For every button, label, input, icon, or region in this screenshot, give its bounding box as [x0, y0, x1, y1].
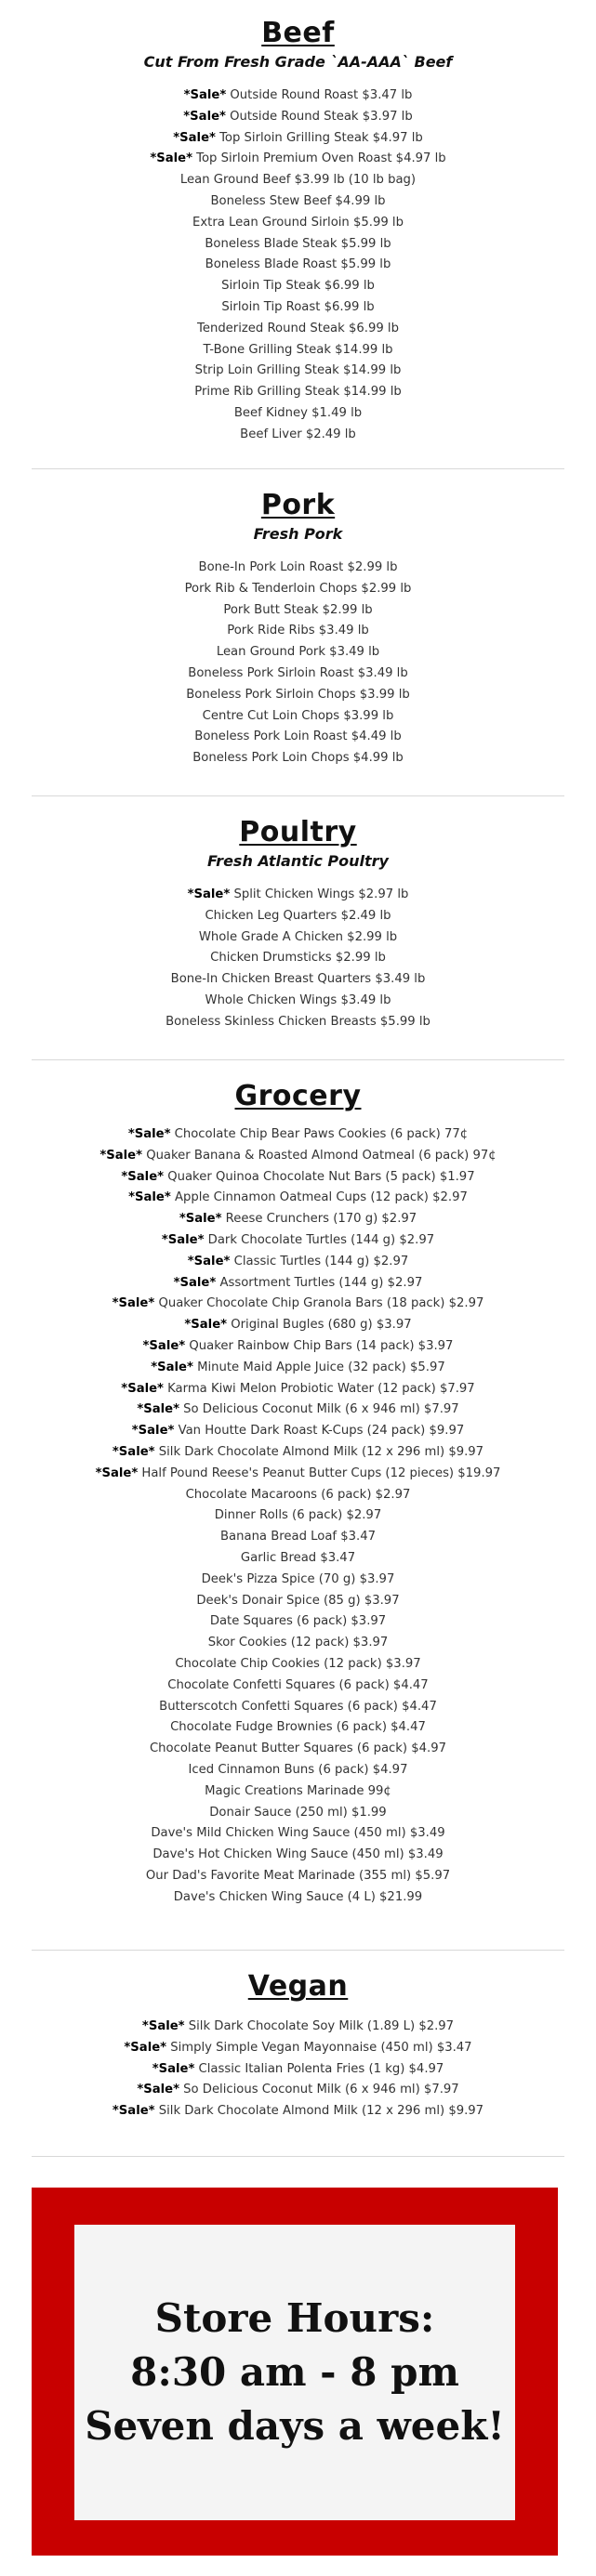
store-hours-days: Seven days a week! [85, 2403, 505, 2449]
item-text: Classic Turtles (144 g) $2.97 [230, 1254, 409, 1268]
item-text: Dinner Rolls (6 pack) $2.97 [214, 1508, 382, 1523]
item-text: Original Bugles (680 g) $3.97 [227, 1318, 412, 1333]
item-text: Minute Maid Apple Juice (32 pack) $5.97 [192, 1360, 445, 1374]
item-text: Deek's Pizza Spice (70 g) $3.97 [201, 1571, 395, 1586]
item-text: Centre Cut Loin Chops $3.99 lb [202, 708, 394, 723]
item-text: Reese Crunchers (170 g) $2.97 [221, 1212, 417, 1227]
poultry-section [0, 814, 596, 1033]
item-text: Boneless Pork Loin Roast $4.49 lb [194, 729, 402, 744]
list-item [0, 1124, 596, 1146]
grocery-list [0, 1124, 596, 1908]
divider [32, 468, 564, 469]
list-item [0, 1442, 596, 1464]
sale-tag: *Sale* [152, 2061, 195, 2076]
list-item [0, 1823, 596, 1845]
list-item [0, 2080, 596, 2101]
list-item [0, 2017, 596, 2038]
list-item [0, 1739, 596, 1760]
list-item [0, 1252, 596, 1273]
item-text: Boneless Pork Sirloin Chops $3.99 lb [186, 687, 410, 702]
item-text: So Delicious Coconut Milk (6 x 946 ml) $7.97 [179, 2083, 459, 2097]
item-text: Garlic Bread $3.47 [240, 1550, 356, 1565]
list-item [0, 1012, 596, 1033]
list-item [0, 85, 596, 107]
list-item [0, 361, 596, 382]
item-text: Lean Ground Beef $3.99 lb (10 lb bag) [179, 173, 417, 188]
list-item [0, 1866, 596, 1887]
item-text: Pork Rib & Tenderloin Chops $2.99 lb [184, 581, 412, 596]
item-text: Extra Lean Ground Sirloin $5.99 lb [192, 215, 404, 230]
list-item [0, 1273, 596, 1295]
item-text: Outside Round Steak $3.97 lb [225, 109, 413, 124]
sale-tag: *Sale* [142, 1338, 186, 1353]
divider [32, 795, 564, 796]
grocery-section [0, 1078, 596, 1908]
item-text: Top Sirloin Grilling Steak $4.97 lb [215, 130, 423, 145]
item-text: Boneless Stew Beef $4.99 lb [210, 193, 386, 208]
item-text: Van Houtte Dark Roast K-Cups (24 pack) $9.97 [174, 1424, 465, 1439]
list-item [0, 1697, 596, 1718]
sale-tag: *Sale* [124, 2040, 167, 2055]
beef-list [0, 85, 596, 446]
item-text: Dave's Hot Chicken Wing Sauce (450 ml) $3.49 [152, 1847, 444, 1862]
list-item [0, 170, 596, 191]
item-text: Quaker Chocolate Chip Granola Bars (18 pack) $2.97 [154, 1296, 484, 1311]
item-text: Silk Dark Chocolate Almond Milk (12 x 296 ml) $9.97 [154, 1444, 484, 1459]
divider [32, 1950, 564, 1951]
item-text: Apple Cinnamon Oatmeal Cups (12 pack) $2.97 [170, 1190, 468, 1205]
list-item [0, 340, 596, 361]
item-text: Magic Creations Marinade 99¢ [205, 1783, 391, 1798]
item-text: Bone-In Pork Loin Roast $2.99 lb [198, 560, 398, 574]
list-item [0, 382, 596, 403]
list-item [0, 1167, 596, 1189]
item-text: Date Squares (6 pack) $3.97 [209, 1614, 387, 1629]
list-item [0, 1845, 596, 1866]
list-item [0, 1485, 596, 1506]
item-text: Half Pound Reese's Peanut Butter Cups (12 pieces) $19.97 [138, 1465, 501, 1480]
divider [32, 1059, 564, 1060]
list-item [0, 1421, 596, 1442]
item-text: Whole Chicken Wings $3.49 lb [205, 992, 391, 1007]
sale-tag: *Sale* [121, 1381, 164, 1396]
item-text: Chicken Leg Quarters $2.49 lb [205, 908, 391, 923]
item-text: Chocolate Chip Bear Paws Cookies (6 pack) 77¢ [170, 1127, 469, 1141]
sale-tag: *Sale* [151, 1360, 193, 1374]
item-text: Our Dad's Favorite Meat Marinade (355 ml) $5.97 [145, 1868, 451, 1883]
list-item [0, 621, 596, 642]
list-item [0, 948, 596, 969]
list-item [0, 969, 596, 991]
grocery-title: Grocery [234, 1080, 362, 1112]
list-item [0, 1717, 596, 1739]
list-item [0, 297, 596, 319]
list-item [0, 191, 596, 213]
list-item [0, 1358, 596, 1379]
list-item [0, 685, 596, 706]
list-item [0, 2101, 596, 2123]
sale-tag: *Sale* [187, 1254, 231, 1268]
list-item [0, 727, 596, 748]
list-item [0, 2059, 596, 2081]
item-text: Bone-In Chicken Breast Quarters $3.49 lb [170, 972, 426, 987]
list-item [0, 149, 596, 170]
sale-tag: *Sale* [131, 1424, 175, 1439]
item-text: Boneless Blade Steak $5.99 lb [205, 236, 391, 251]
list-item [0, 927, 596, 949]
beef-title: Beef [261, 17, 335, 49]
item-text: Beef Liver $2.49 lb [240, 427, 356, 441]
list-item [0, 1188, 596, 1209]
item-text: Deek's Donair Spice (85 g) $3.97 [196, 1593, 400, 1608]
list-item [0, 1209, 596, 1230]
list-item [0, 403, 596, 425]
item-text: Karma Kiwi Melon Probiotic Water (12 pack) $7.97 [163, 1381, 475, 1396]
list-item [0, 1760, 596, 1781]
list-item [0, 1654, 596, 1676]
item-text: Butterscotch Confetti Squares (6 pack) $4.47 [159, 1699, 437, 1714]
list-item [0, 1400, 596, 1421]
store-hours-panel [74, 2225, 515, 2520]
list-item [0, 642, 596, 664]
item-text: Dave's Mild Chicken Wing Sauce (450 ml) $3.49 [151, 1826, 445, 1841]
sale-tag: *Sale* [173, 1275, 217, 1290]
list-item [0, 706, 596, 728]
pork-list [0, 558, 596, 769]
sale-tag: *Sale* [161, 1232, 205, 1247]
sale-tag: *Sale* [173, 130, 216, 145]
item-text: Classic Italian Polenta Fries (1 kg) $4.97 [194, 2061, 444, 2076]
vegan-section [0, 1968, 596, 2123]
item-text: Boneless Skinless Chicken Breasts $5.99 lb [166, 1014, 430, 1029]
sale-tag: *Sale* [137, 1402, 179, 1417]
item-text: Iced Cinnamon Buns (6 pack) $4.97 [188, 1762, 408, 1777]
pork-section [0, 487, 596, 769]
list-item [0, 1146, 596, 1167]
list-item [0, 1379, 596, 1400]
list-item [0, 1230, 596, 1252]
item-text: Strip Loin Grilling Steak $14.99 lb [194, 363, 402, 378]
vegan-list [0, 2017, 596, 2123]
list-item [0, 558, 596, 579]
sale-tag: *Sale* [184, 1318, 228, 1333]
item-text: Boneless Blade Roast $5.99 lb [205, 257, 391, 272]
sale-tag: *Sale* [112, 1444, 155, 1459]
list-item [0, 748, 596, 769]
sale-tag: *Sale* [187, 887, 231, 901]
item-text: Chicken Drumsticks $2.99 lb [210, 951, 386, 966]
pork-subtitle: Fresh Pork [253, 525, 343, 543]
store-hours-heading: Store Hours: [154, 2295, 435, 2341]
item-text: Boneless Pork Loin Chops $4.99 lb [192, 751, 404, 766]
list-item [0, 2038, 596, 2059]
item-text: Skor Cookies (12 pack) $3.97 [207, 1636, 389, 1650]
list-item [0, 1315, 596, 1336]
list-item [0, 579, 596, 600]
list-item [0, 107, 596, 128]
item-text: Top Sirloin Premium Oven Roast $4.97 lb [192, 151, 446, 166]
pork-title: Pork [260, 489, 336, 521]
list-item [0, 255, 596, 276]
list-item [0, 1887, 596, 1909]
list-item [0, 906, 596, 927]
sale-tag: *Sale* [137, 2083, 179, 2097]
list-item [0, 1611, 596, 1633]
item-text: Quaker Banana & Roasted Almond Oatmeal (6 pack) 97¢ [142, 1148, 497, 1163]
list-item [0, 1803, 596, 1824]
poultry-subtitle: Fresh Atlantic Poultry [207, 852, 389, 870]
list-item [0, 664, 596, 685]
item-text: Dark Chocolate Turtles (144 g) $2.97 [204, 1232, 435, 1247]
item-text: Silk Dark Chocolate Almond Milk (12 x 296 ml) $9.97 [154, 2104, 484, 2119]
list-item [0, 276, 596, 297]
list-item [0, 1548, 596, 1570]
sale-tag: *Sale* [112, 1296, 155, 1311]
item-text: Tenderized Round Steak $6.99 lb [197, 321, 399, 335]
list-item [0, 1570, 596, 1591]
list-item [0, 1781, 596, 1803]
sale-tag: *Sale* [183, 109, 226, 124]
store-hours-time: 8:30 am - 8 pm [130, 2349, 459, 2395]
list-item [0, 885, 596, 906]
item-text: So Delicious Coconut Milk (6 x 946 ml) $7.97 [179, 1402, 459, 1417]
item-text: Pork Butt Steak $2.99 lb [223, 602, 373, 617]
list-item [0, 319, 596, 340]
list-item [0, 1505, 596, 1527]
item-text: Donair Sauce (250 ml) $1.99 [209, 1805, 387, 1820]
beef-subtitle: Cut From Fresh Grade `AA-AAA` Beef [143, 53, 453, 71]
item-text: Banana Bread Loaf $3.47 [220, 1530, 376, 1544]
item-text: Assortment Turtles (144 g) $2.97 [216, 1275, 423, 1290]
store-hours-banner [32, 2188, 558, 2556]
list-item [0, 1336, 596, 1358]
sale-tag: *Sale* [127, 1127, 171, 1141]
list-item [0, 1527, 596, 1548]
sale-tag: *Sale* [121, 1169, 165, 1184]
item-text: Chocolate Fudge Brownies (6 pack) $4.47 [170, 1720, 426, 1735]
item-text: Sirloin Tip Steak $6.99 lb [221, 279, 375, 294]
item-text: Beef Kidney $1.49 lb [233, 405, 363, 420]
list-item [0, 1294, 596, 1315]
item-text: Sirloin Tip Roast $6.99 lb [221, 299, 375, 314]
sale-tag: *Sale* [179, 1212, 222, 1227]
divider [32, 2156, 564, 2157]
item-text: Lean Ground Pork $3.49 lb [216, 645, 380, 660]
list-item [0, 1633, 596, 1654]
item-text: Boneless Pork Sirloin Roast $3.49 lb [188, 665, 408, 680]
list-item [0, 425, 596, 446]
list-item [0, 1591, 596, 1612]
item-text: Chocolate Peanut Butter Squares (6 pack) $4.97 [149, 1741, 447, 1756]
list-item [0, 1464, 596, 1485]
list-item [0, 234, 596, 256]
item-text: Quaker Quinoa Chocolate Nut Bars (5 pack) $1.97 [164, 1169, 475, 1184]
item-text: Prime Rib Grilling Steak $14.99 lb [194, 385, 402, 400]
sale-tag: *Sale* [99, 1148, 142, 1163]
beef-section [0, 15, 596, 446]
item-text: Outside Round Roast $3.47 lb [226, 88, 413, 102]
sale-tag: *Sale* [150, 151, 192, 166]
item-text: Silk Dark Chocolate Soy Milk (1.89 L) $2.97 [184, 2019, 455, 2033]
item-text: Whole Grade A Chicken $2.99 lb [198, 929, 398, 944]
list-item [0, 213, 596, 234]
item-text: Pork Ride Ribs $3.49 lb [227, 624, 369, 638]
sale-tag: *Sale* [112, 2104, 155, 2119]
list-item [0, 991, 596, 1012]
list-item [0, 128, 596, 150]
sale-tag: *Sale* [141, 2019, 185, 2033]
item-text: Split Chicken Wings $2.97 lb [230, 887, 409, 901]
vegan-title: Vegan [247, 1970, 349, 2003]
item-text: Dave's Chicken Wing Sauce (4 L) $21.99 [173, 1889, 423, 1904]
item-text: T-Bone Grilling Steak $14.99 lb [203, 342, 393, 357]
item-text: Chocolate Macaroons (6 pack) $2.97 [185, 1487, 411, 1502]
item-text: Chocolate Chip Cookies (12 pack) $3.97 [175, 1656, 421, 1671]
sale-tag: *Sale* [183, 88, 227, 102]
sale-tag: *Sale* [95, 1465, 139, 1480]
poultry-list [0, 885, 596, 1033]
item-text: Simply Simple Vegan Mayonnaise (450 ml) $3.47 [166, 2040, 472, 2055]
item-text: Quaker Rainbow Chip Bars (14 pack) $3.97 [185, 1338, 454, 1353]
item-text: Chocolate Confetti Squares (6 pack) $4.47 [167, 1677, 429, 1692]
sale-tag: *Sale* [128, 1190, 171, 1205]
list-item [0, 1676, 596, 1697]
list-item [0, 600, 596, 622]
poultry-title: Poultry [239, 816, 357, 848]
